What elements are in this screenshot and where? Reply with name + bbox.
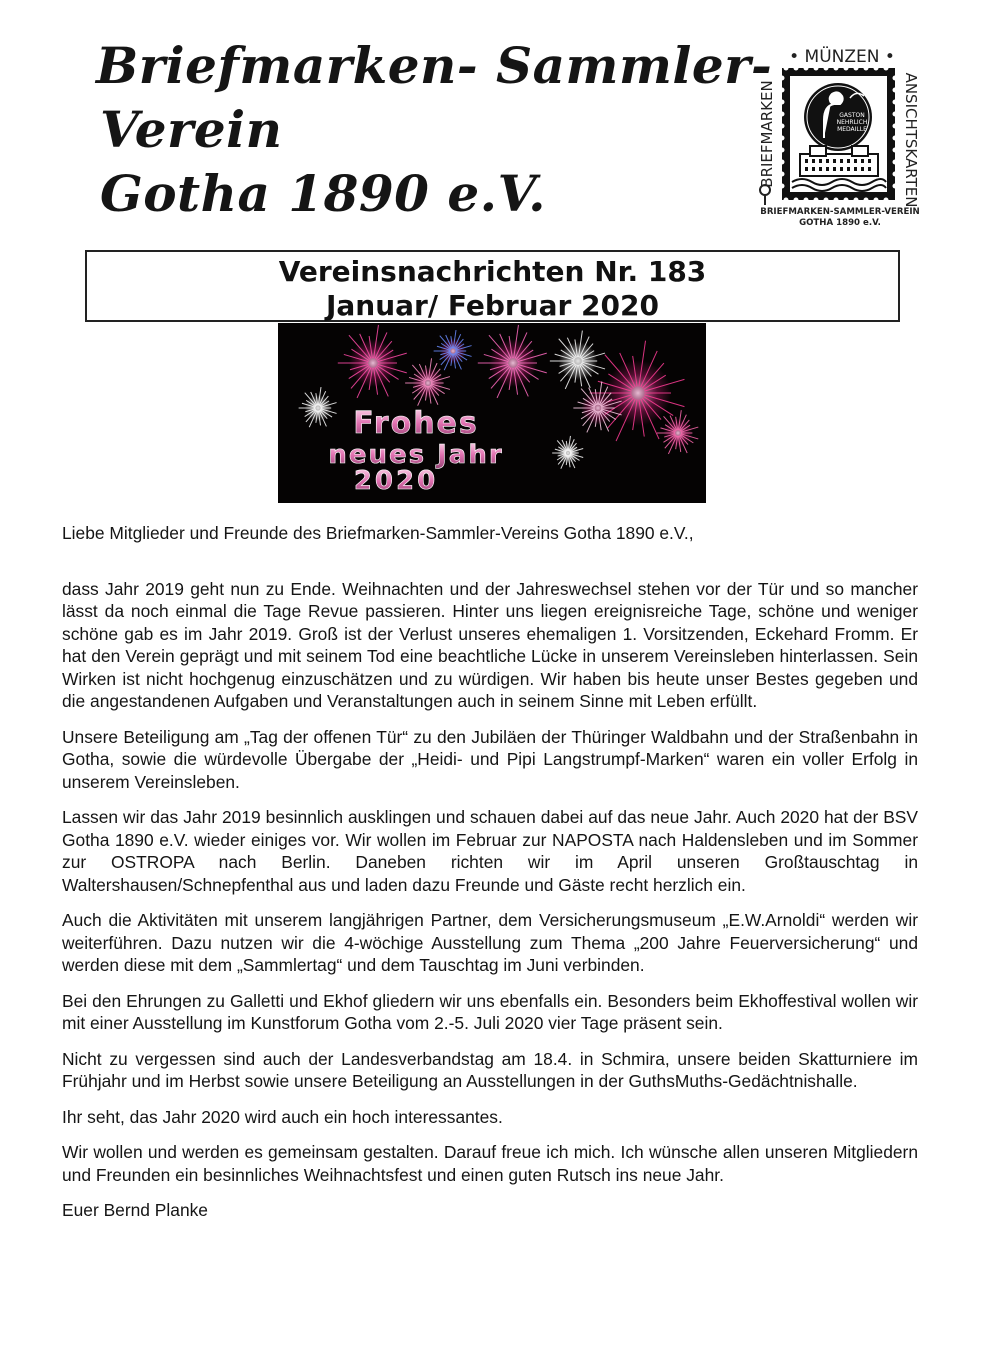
- medal-text-2: NEHRLICH: [836, 119, 868, 126]
- club-title-line-2: Verein: [100, 100, 283, 159]
- letter-paragraph: Lassen wir das Jahr 2019 besinnlich ausklingen und schauen dabei auf das neue Jahr. Auch 2020 hat der BSV Gotha 1890 e.V. wieder einiges vor. Wir wollen im Februar zur NAPOSTA nach Haldensleben und im Sommer zur OSTROPA nach Berlin. Daneben richten wir im April unseren Großtauschtag in Waltershausen/Schnepfenthal aus und laden dazu Freunde und Gäste recht herzlich ein.: [62, 807, 918, 895]
- newsletter-title-box: [85, 250, 900, 322]
- logo-right-text: ANSICHTSKARTEN: [902, 72, 920, 208]
- letter-paragraph: Wir wollen und werden es gemeinsam gestalten. Darauf freue ich mich. Ich wünsche allen unseren Mitgliedern und Freunden ein besinnliches Weihnachtsfest und einen guten Rutsch ins neue Jahr.: [62, 1142, 918, 1185]
- letter-paragraph: Nicht zu vergessen sind auch der Landesverbandstag am 18.4. in Schmira, unsere beiden Skatturniere im Frühjahr und im Herbst sowie unsere Beteiligung an Ausstellungen in der GuthsMuths-Gedächtnishalle.: [62, 1048, 918, 1091]
- letter-greeting: Liebe Mitglieder und Freunde des Briefmarken-Sammler-Vereins Gotha 1890 e.V.,: [62, 523, 694, 543]
- club-title: [96, 34, 772, 226]
- banner-text-2: neues Jahr: [328, 440, 504, 470]
- letter-paragraph: Auch die Aktivitäten mit unserem langjährigen Partner, dem Versicherungsmuseum „E.W.Arnoldi“ werden wir weiterführen. Dazu nutzen wir die 4-wöchige Ausstellung zum Thema „200 Jahre Feuerversicherung“ und werden diese mit dem „Sammlertag“ und dem Tauschtag im Juni verbinden.: [62, 910, 918, 975]
- fireworks-banner: [278, 323, 706, 503]
- banner-text-3: 2020: [353, 466, 439, 496]
- club-logo: [752, 40, 927, 235]
- letter-paragraph: Ihr seht, das Jahr 2020 wird auch ein hoch interessantes.: [62, 1106, 503, 1127]
- medal-text-1: GASTON: [839, 112, 865, 119]
- letter-signature: Euer Bernd Planke: [62, 1200, 208, 1220]
- logo-caption-2: GOTHA 1890 e.V.: [799, 218, 881, 228]
- newsletter-date: Januar/ Februar 2020: [325, 289, 659, 322]
- logo-caption-1: BRIEFMARKEN-SAMMLER-VEREIN: [760, 207, 920, 217]
- club-title-line-3: Gotha 1890 e.V.: [100, 164, 547, 223]
- banner-text-1: Frohes: [353, 406, 479, 441]
- club-title-line-1: Briefmarken- Sammler-: [96, 36, 773, 95]
- logo-left-text: BRIEFMARKEN: [758, 80, 776, 188]
- letter-body: [62, 522, 918, 1235]
- letter-paragraph: dass Jahr 2019 geht nun zu Ende. Weihnachten und der Jahreswechsel stehen vor der Tür und so mancher lässt da noch einmal die Tage Revue passieren. Hinter uns liegen ereignisreiche Tage, schöne und weniger schöne gab es im Jahr 2019. Groß ist der Verlust unseres ehemaligen 1. Vorsitzenden, Eckehard Fromm. Er hat den Verein geprägt und mit seinem Tod eine beachtliche Lücke in unserem Vereinsleben hinterlassen. Sein Wirken ist nicht hochgenug einzuschätzen und zu würdigen. Wir haben bis heute unser Bestes gegeben und die angestandenen Aufgaben und Veranstaltungen auch in seinem Sinne mit Leben erfüllt.: [62, 578, 918, 711]
- logo-top-text: • MÜNZEN •: [789, 47, 895, 67]
- letter-paragraph: Bei den Ehrungen zu Galletti und Ekhof gliedern wir uns ebenfalls ein. Besonders beim Ekhoffestival wollen wir mit einer Ausstellung im Kunstforum Gotha vom 2.-5. Juli 2020 vier Tage präsent sein.: [62, 990, 918, 1033]
- letter-paragraph: Unsere Beteiligung am „Tag der offenen Tür“ zu den Jubiläen der Thüringer Waldbahn und der Straßenbahn in Gotha, sowie die würdevolle Übergabe der „Heidi- und Pipi Langstrumpf-Marken“ waren ein voller Erfolg in unserem Vereinsleben.: [62, 726, 918, 792]
- newsletter-number: Vereinsnachrichten Nr. 183: [278, 255, 707, 288]
- medal-text-3: MEDAILLE: [837, 126, 867, 133]
